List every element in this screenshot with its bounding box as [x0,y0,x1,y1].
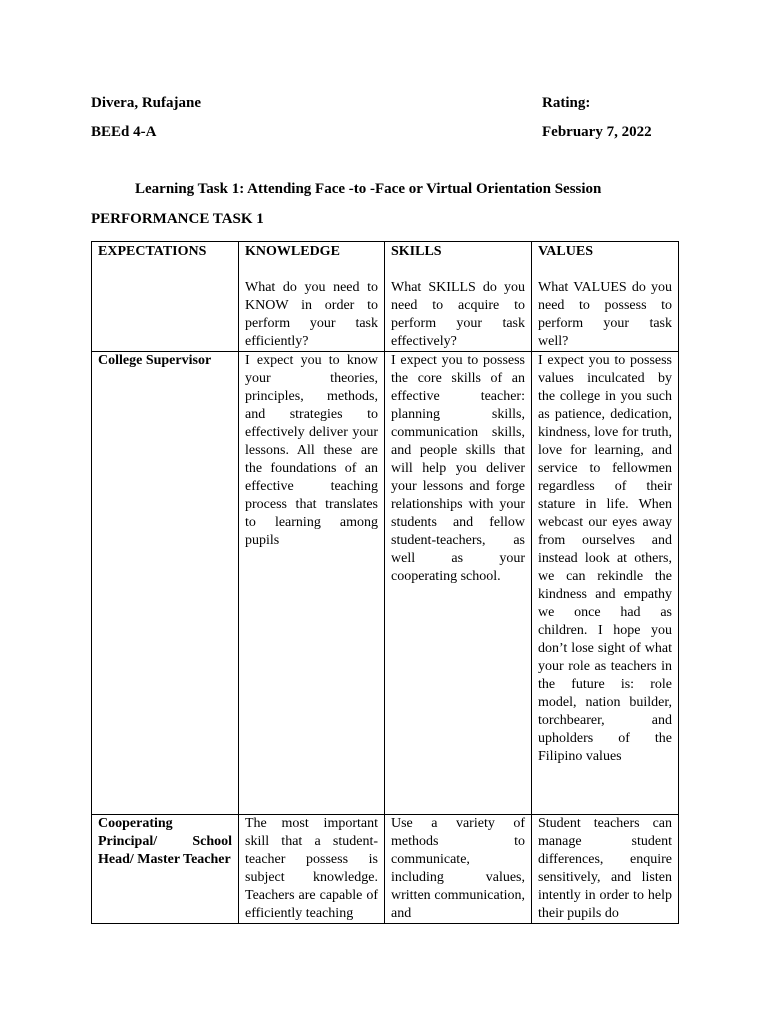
column-title: EXPECTATIONS [98,244,207,259]
knowledge-cell: I expect you to know your theories, principles, methods, and strategies to effectively deliver your lessons. All these are the foundations of an effective teaching process that translates to learning among pupils [239,352,385,815]
performance-task-title: PERFORMANCE TASK 1 [91,211,264,227]
table-row [92,352,679,815]
skills-cell: Use a variety of methods to communicate, including values, written communication, and [385,815,532,924]
table-header-row [92,242,679,352]
task-title: Learning Task 1: Attending Face -to -Face or Virtual Orientation Session [135,181,602,197]
column-title: KNOWLEDGE [245,244,340,259]
row-label: Cooperating Principal/ School Head/ Master Teacher [92,815,239,924]
column-question: What do you need to KNOW in order to perform your task efficiently? [245,280,378,349]
document-date: February 7, 2022 [542,124,652,140]
knowledge-cell: The most important skill that a student-teacher possess is subject knowledge. Teachers are capable of efficiently teaching [239,815,385,924]
header-cell-skills [385,242,532,352]
column-title: VALUES [538,244,593,259]
skills-cell: I expect you to possess the core skills of an effective teacher: planning skills, communication skills, and people skills that will help you deliver your lessons and forge relationships with your students and fellow student-teachers, as well as your cooperating school. [385,352,532,815]
header-cell-values [532,242,679,352]
rating-label: Rating: [542,95,591,111]
column-question: What SKILLS do you need to acquire to perform your task effectively? [391,280,525,349]
table-row [92,815,679,924]
expectations-table [91,241,679,924]
header-cell-knowledge [239,242,385,352]
student-name: Divera, Rufajane [91,95,201,111]
values-cell: Student teachers can manage student differences, enquire sensitively, and listen intently in order to help their pupils do [532,815,679,924]
column-title: SKILLS [391,244,442,259]
column-question: What VALUES do you need to possess to perform your task well? [538,280,672,349]
header-cell-expectations [92,242,239,352]
course-label: BEEd 4-A [91,124,157,140]
row-label: College Supervisor [92,352,239,815]
values-cell: I expect you to possess values inculcated by the college in you such as patience, dedication, kindness, love for truth, love for learning, and service to fellowmen regardless of their stature in life. When webcast our eyes away from ourselves and instead look at others, we can rekindle the kindness and empathy we once had as children. I hope you don’t lose sight of what your role as teachers in the future is: role model, nation builder, torchbearer, and upholders of the Filipino values [532,352,679,815]
